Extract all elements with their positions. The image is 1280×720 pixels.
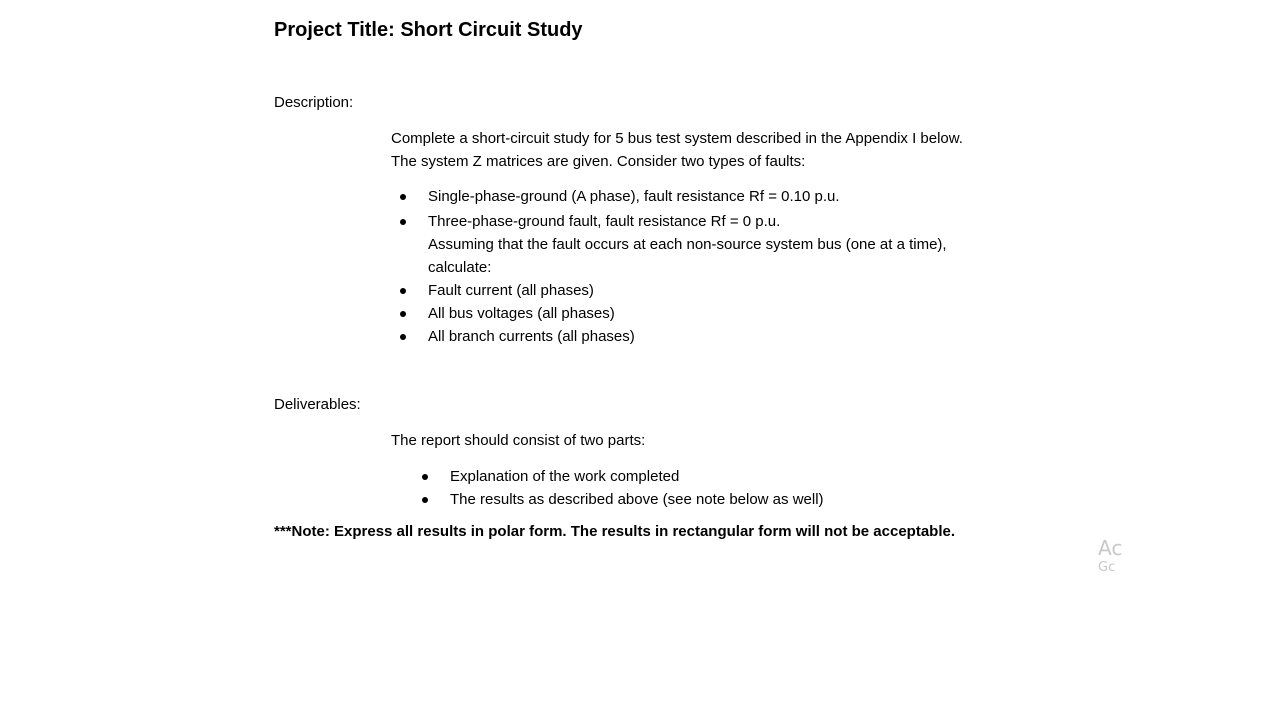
calc-item-3: All branch currents (all phases) — [428, 328, 635, 345]
bullet-icon — [422, 497, 428, 503]
fault-type-1: Single-phase-ground (A phase), fault resistance Rf = 0.10 p.u. — [428, 188, 840, 205]
page-title: Project Title: Short Circuit Study — [274, 19, 583, 41]
deliverables-label: Deliverables: — [274, 396, 361, 413]
description-label: Description: — [274, 94, 354, 111]
deliverables-list — [450, 465, 824, 511]
deliverable-2: The results as described above (see note below as well) — [450, 491, 824, 508]
note-text: ***Note: Express all results in polar form. The results in rectangular form will not be acceptable. — [274, 523, 956, 540]
bullet-icon — [400, 288, 406, 294]
deliverables-intro: The report should consist of two parts: — [391, 432, 646, 449]
watermark-line-2: Gc — [1098, 560, 1116, 575]
continuation-line-2: calculate: — [428, 259, 492, 276]
activation-watermark — [1098, 536, 1123, 578]
bullet-icon — [400, 219, 406, 225]
description-line-1: Complete a short-circuit study for 5 bus test system described in the Appendix I below. — [391, 130, 963, 147]
deliverable-1: Explanation of the work completed — [450, 468, 680, 485]
bullet-icon — [400, 334, 406, 340]
list-item — [428, 210, 947, 279]
calc-item-2: All bus voltages (all phases) — [428, 305, 615, 322]
bullet-icon — [400, 194, 406, 200]
bullet-icon — [422, 474, 428, 480]
continuation-line-1: Assuming that the fault occurs at each non-source system bus (one at a time), — [428, 236, 947, 253]
list-item — [450, 465, 824, 488]
list-item — [428, 279, 947, 302]
fault-types-list — [428, 185, 947, 348]
list-item — [428, 185, 947, 208]
description-line-2: The system Z matrices are given. Consider two types of faults: — [391, 153, 806, 170]
calc-item-1: Fault current (all phases) — [428, 282, 594, 299]
list-item — [428, 325, 947, 348]
fault-type-2: Three-phase-ground fault, fault resistance Rf = 0 p.u. — [428, 213, 781, 230]
list-item — [450, 488, 824, 511]
description-paragraph — [391, 127, 963, 173]
bullet-icon — [400, 311, 406, 317]
watermark-line-1: Ac — [1098, 536, 1123, 560]
list-item — [428, 302, 947, 325]
